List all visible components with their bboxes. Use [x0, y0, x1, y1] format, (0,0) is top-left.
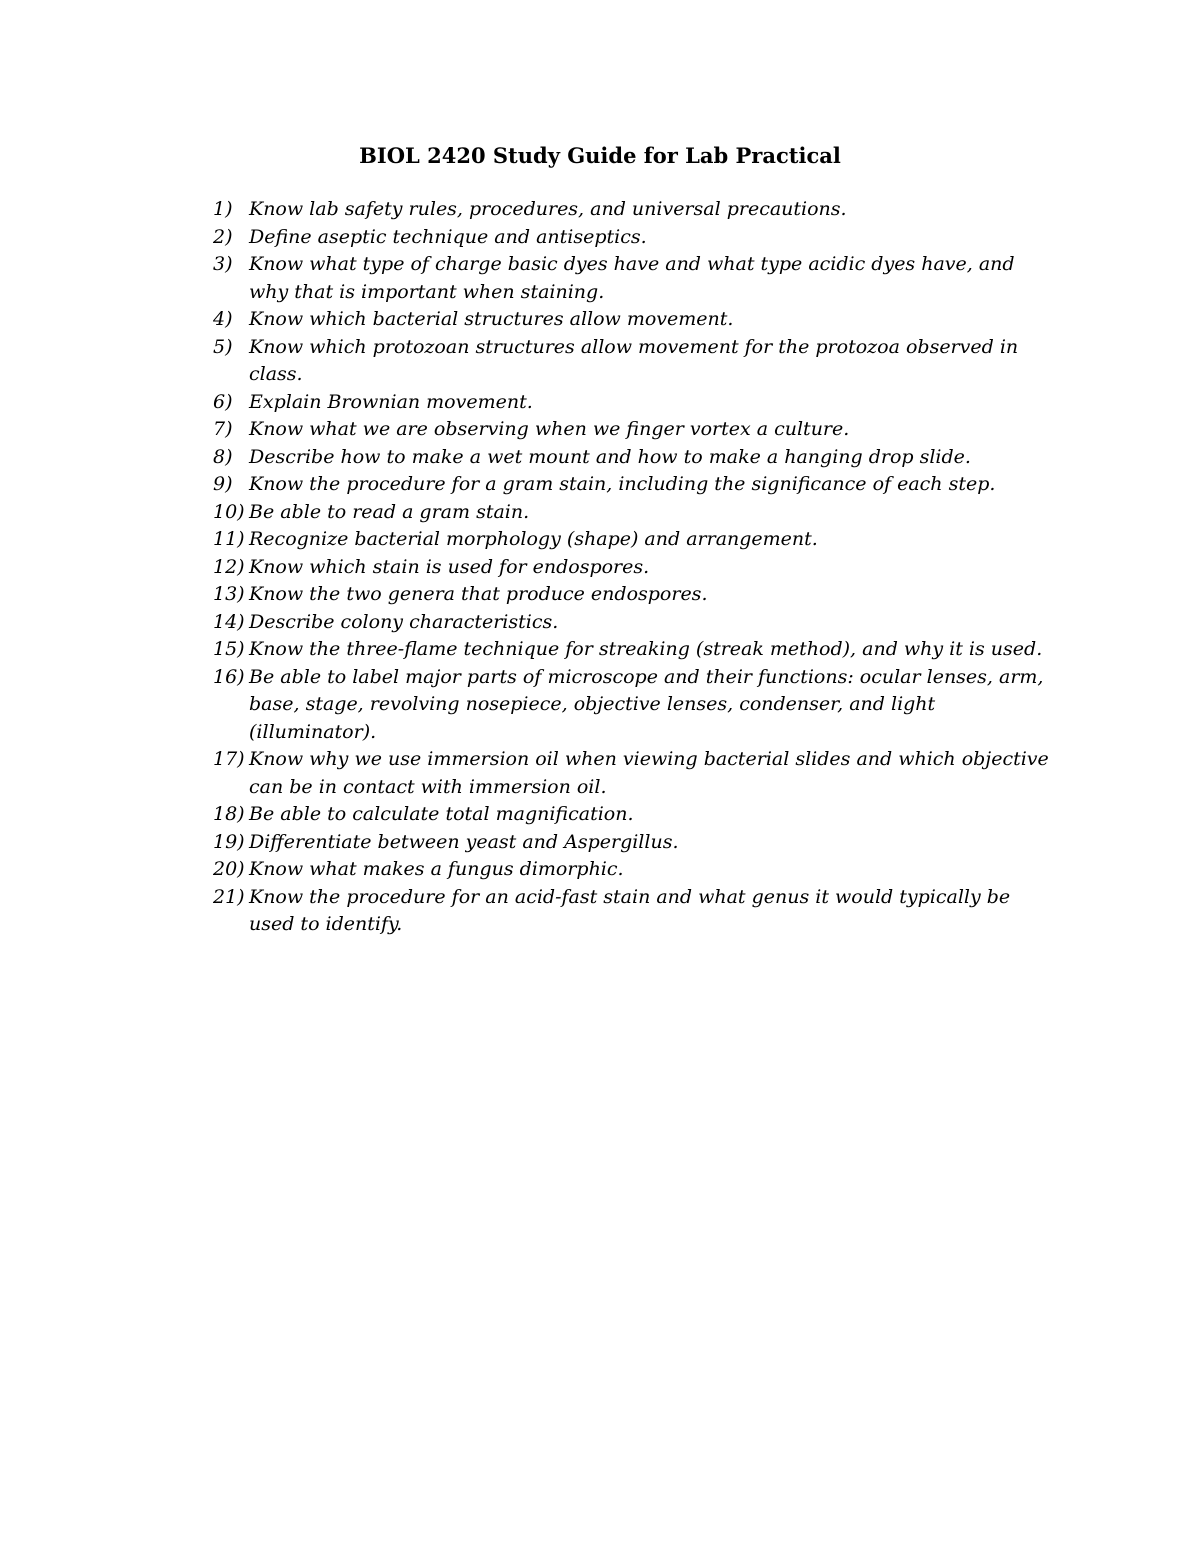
list-item: [213, 829, 1053, 857]
item-number: 12): [213, 555, 245, 578]
item-number: 20): [213, 858, 245, 880]
item-text: Know the procedure for a gram stain, including the significance of each step.: [249, 473, 996, 495]
list-item: [213, 471, 1053, 499]
item-text: Be able to read a gram stain.: [249, 500, 530, 523]
list-item: [213, 581, 1053, 609]
item-number: 8): [213, 445, 233, 468]
list-item: [213, 306, 1053, 334]
list-item: [213, 444, 1053, 472]
item-number: 16): [213, 665, 245, 688]
item-text: Know which stain is used for endospores.: [249, 555, 650, 578]
item-number: 9): [213, 473, 233, 495]
item-number: 10): [213, 500, 245, 523]
item-number: 19): [213, 830, 245, 853]
list-item: [213, 196, 1053, 224]
list-item: [213, 801, 1053, 829]
item-text: Recognize bacterial morphology (shape) and arrangement.: [249, 528, 818, 550]
item-number: 17): [213, 748, 245, 770]
item-text: Explain Brownian movement.: [249, 390, 533, 413]
list-item: [213, 856, 1053, 884]
list-item: [213, 224, 1053, 252]
item-text: Know the procedure for an acid-fast stain and what genus it would typically be used to identify.: [249, 885, 1011, 935]
document-title: BIOL 2420 Study Guide for Lab Practical: [359, 143, 841, 168]
list-item: [213, 251, 1053, 306]
item-number: 14): [213, 610, 245, 633]
list-item: [213, 499, 1053, 527]
list-item: [213, 746, 1053, 801]
list-item: [213, 416, 1053, 444]
list-item: [213, 389, 1053, 417]
item-number: 4): [213, 308, 233, 330]
item-number: 18): [213, 803, 245, 825]
list-item: [213, 884, 1053, 939]
item-text: Be able to calculate total magnification.: [249, 803, 634, 825]
item-number: 21): [213, 885, 245, 908]
list-item: [213, 664, 1053, 747]
list-item: [213, 609, 1053, 637]
item-text: Differentiate between yeast and Aspergillus.: [249, 830, 679, 853]
item-text: Know what type of charge basic dyes have and what type acidic dyes have, and why that is important when staining.: [249, 253, 1015, 303]
item-number: 5): [213, 335, 233, 358]
item-text: Know which protozoan structures allow movement for the protozoa observed in class.: [249, 335, 1019, 385]
item-text: Be able to label major parts of microscope and their functions: ocular lenses, arm, base, stage, revolving nosepiece, objective lenses, condenser, and light (illuminator).: [249, 665, 1044, 743]
item-number: 7): [213, 418, 233, 440]
item-number: 13): [213, 583, 245, 605]
list-item: [213, 526, 1053, 554]
list-item: [213, 636, 1053, 664]
item-number: 11): [213, 528, 245, 550]
item-text: Describe colony characteristics.: [249, 610, 559, 633]
item-number: 3): [213, 253, 233, 275]
item-text: Know the three-flame technique for streaking (streak method), and why it is used.: [249, 638, 1043, 660]
item-number: 2): [213, 225, 233, 248]
item-number: 6): [213, 390, 233, 413]
list-item: [213, 334, 1053, 389]
study-guide-list: [213, 196, 1053, 939]
item-text: Know which bacterial structures allow movement.: [249, 308, 734, 330]
item-text: Know the two genera that produce endospores.: [249, 583, 708, 605]
item-text: Know what makes a fungus dimorphic.: [249, 858, 624, 880]
item-text: Know why we use immersion oil when viewing bacterial slides and which objective can be in contact with immersion oil.: [249, 748, 1049, 798]
item-text: Describe how to make a wet mount and how to make a hanging drop slide.: [249, 445, 971, 468]
list-item: [213, 554, 1053, 582]
item-number: 15): [213, 638, 245, 660]
item-number: 1): [213, 198, 233, 220]
item-text: Know what we are observing when we finger vortex a culture.: [249, 418, 850, 440]
item-text: Know lab safety rules, procedures, and universal precautions.: [249, 198, 847, 220]
item-text: Define aseptic technique and antiseptics.: [249, 225, 647, 248]
